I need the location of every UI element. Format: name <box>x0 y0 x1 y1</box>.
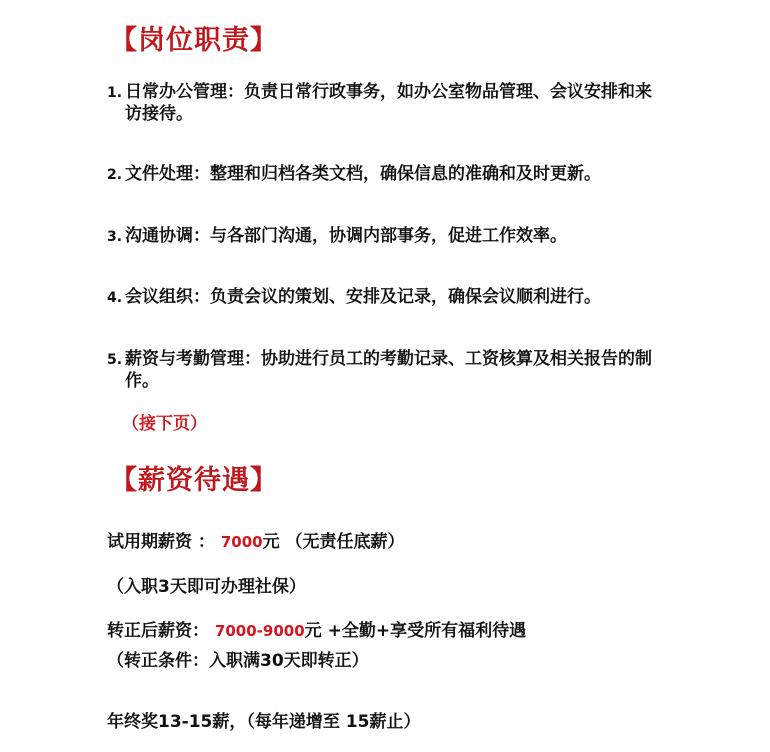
duty-item-text: 沟通协调：与各部门沟通，协调内部事务，促进工作效率。 <box>125 226 567 246</box>
regular-salary-amount: 7000-9000 <box>214 622 305 640</box>
trial-salary-unit: 元 （无责任底薪） <box>262 532 405 552</box>
duty-item-2 <box>107 164 667 186</box>
duty-item-number: 4. <box>107 290 123 306</box>
duty-item-1 <box>107 82 667 125</box>
duty-item-text: 文件处理：整理和归档各类文档，确保信息的准确和及时更新。 <box>125 164 601 184</box>
duty-item-text: 薪资与考勤管理：协助进行员工的考勤记录、工资核算及相关报告的制作。 <box>125 349 652 391</box>
regular-salary-label: 转正后薪资： <box>107 621 209 641</box>
duty-item-text: 日常办公管理：负责日常行政事务，如办公室物品管理、会议安排和来访接待。 <box>125 82 652 124</box>
trial-salary-line <box>107 531 405 553</box>
year-end-bonus-line: 年终奖13-15薪，（每年递增至 15薪止） <box>107 712 421 732</box>
social-insurance-note: （入职3天即可办理社保） <box>107 577 306 597</box>
duty-item-4 <box>107 287 667 309</box>
duty-item-number: 2. <box>107 167 123 183</box>
duty-item-number: 3. <box>107 229 123 245</box>
duty-item-number: 1. <box>107 85 123 101</box>
duty-item-5 <box>107 349 667 392</box>
regular-salary-unit: 元 +全勤+享受所有福利待遇 <box>304 621 527 641</box>
duty-item-text: 会议组织：负责会议的策划、安排及记录，确保会议顺利进行。 <box>125 287 601 307</box>
duty-item-3 <box>107 226 667 248</box>
trial-salary-label: 试用期薪资 ： <box>107 532 215 552</box>
duty-item-number: 5. <box>107 352 123 368</box>
trial-salary-amount: 7000 <box>220 533 263 551</box>
salary-section-title: 【薪资待遇】 <box>110 465 278 496</box>
regular-condition-note: （转正条件：入职满30天即转正） <box>107 651 369 671</box>
regular-salary-line <box>107 620 526 642</box>
duties-section-title: 【岗位职责】 <box>110 25 278 56</box>
continue-note: （接下页） <box>122 414 207 434</box>
